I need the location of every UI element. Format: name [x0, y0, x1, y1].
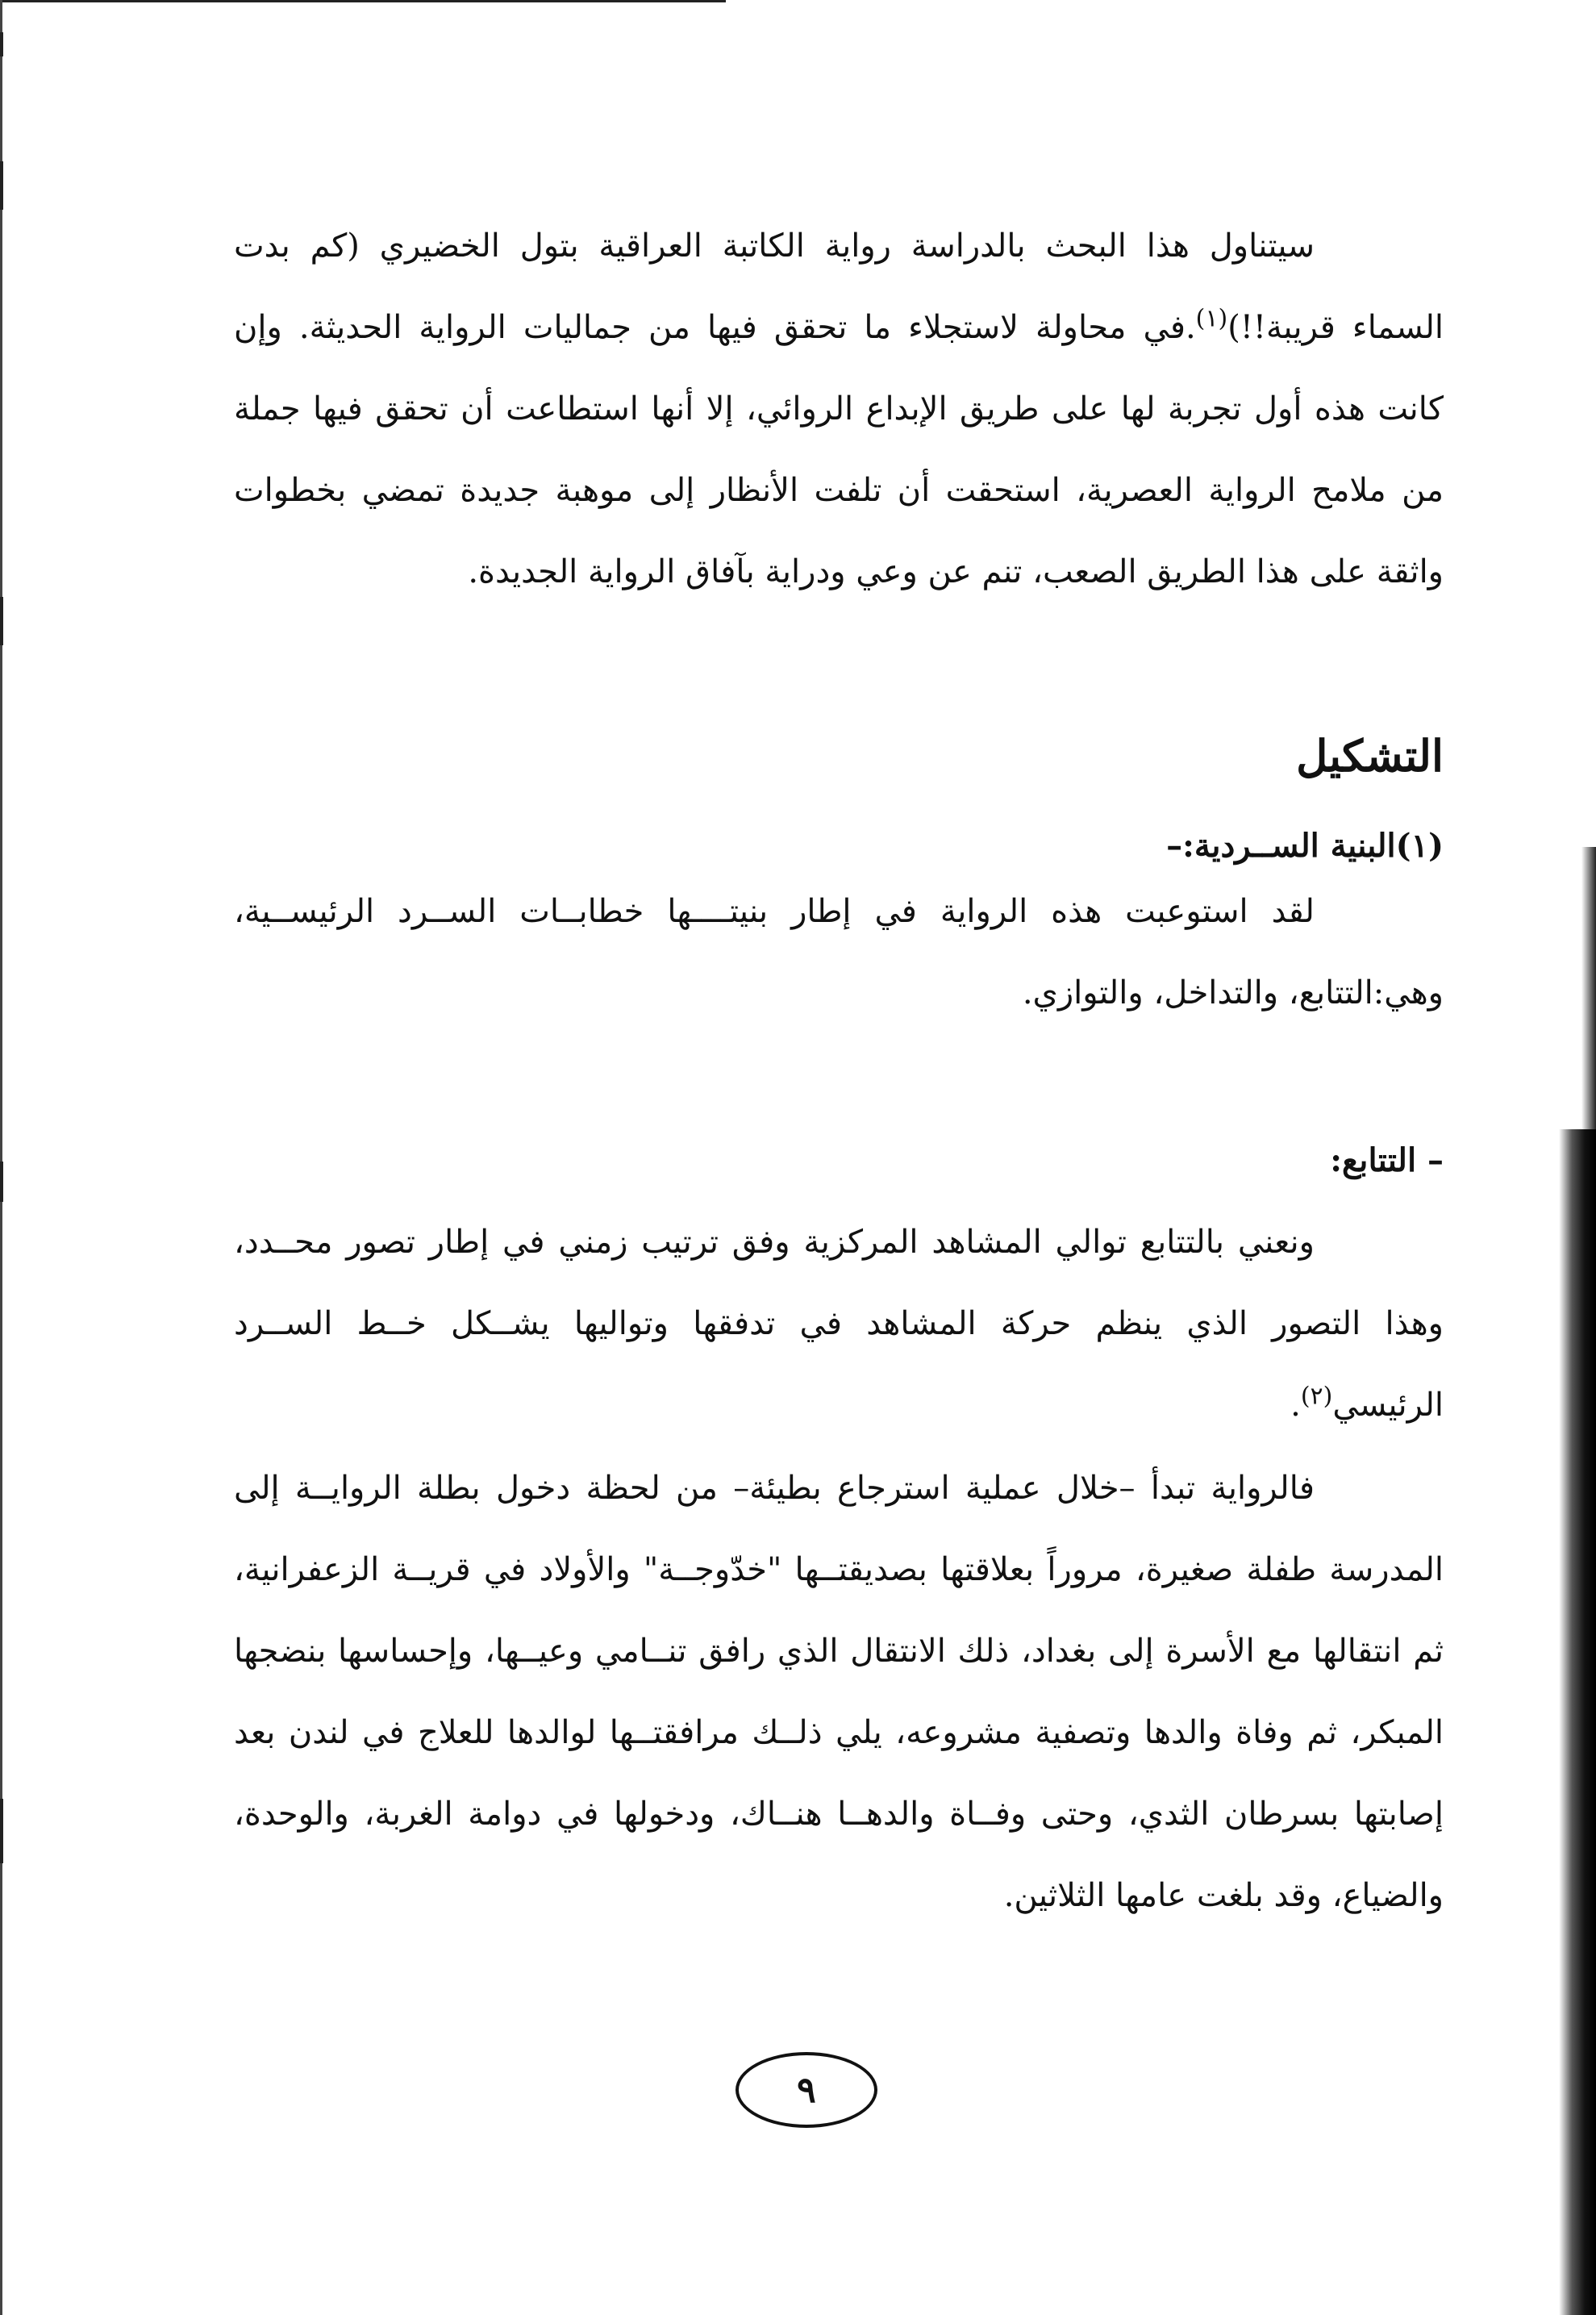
scan-shadow — [1559, 1129, 1596, 2315]
section-title: التشكيل — [1296, 730, 1444, 782]
sequence-text-end: . — [1290, 1387, 1301, 1424]
footnote-ref: (٢) — [1300, 1382, 1333, 1411]
structure-paragraph: لقد استوعبت هذه الرواية في إطار بنيتــــها خطابــات الســرد الرئيســية، وهي:التتابع، والتداخل، والتوازي. — [234, 893, 1444, 1012]
scan-edge-left — [0, 0, 2, 2315]
subsection-title: – التتابع: — [1330, 1141, 1444, 1179]
scan-mark — [0, 1799, 3, 1863]
scan-mark — [0, 32, 3, 56]
intro-text-rest: .في محاولة لاستجلاء ما تحقق فيها من جماليات الرواية الحديثة. وإن كانت هذه أول تجربة لها على طريق الإبداع الروائي، إلا أنها استطاعت أن تحقق فيها جملة من ملامح الرواية العصرية، استحقت أن تلفت الأنظار إلى موهبة جديدة تمضي بخطوات واثقة على هذا الطريق الصعب، تنم عن وعي ودراية بآفاق الرواية الجديدة. — [234, 309, 1444, 590]
footnote-ref: (١) — [1195, 304, 1228, 333]
sequence-paragraph — [234, 1202, 1444, 1446]
intro-paragraph — [234, 206, 1444, 613]
scan-mark — [0, 597, 3, 645]
scan-mark — [0, 1162, 3, 1202]
page-number: ٩ — [735, 2052, 877, 2128]
scan-edge-top — [0, 0, 726, 2]
scan-mark — [0, 161, 3, 210]
scan-shadow — [1581, 847, 1596, 1129]
section-subtitle: (١)البنية الســردية:– — [1166, 827, 1444, 865]
narrative-paragraph: فالرواية تبدأ –خلال عملية استرجاع بطيئة– من لحظة دخول بطلة الروايــة إلى المدرسة طفلة صغيرة، مروراً بعلاقتها بصديقتــها "خدّوجــة" والأولاد في قريــة الزعفرانية، ثم انتقالها مع الأسرة إلى بغداد، ذلك الانتقال الذي رافق تنــامي وعيــها، وإحساسها بنضجها المبكر، ثم وفاة والدها وتصفية مشروعه، يلي ذلــك مرافقتــها لوالدها للعلاج في لندن بعد إصابتها بسرطان الثدي، وحتى وفــاة والدهــا هنــاك، ودخولها في دوامة الغربة، والوحدة، والضياع، وقد بلغت عامها الثلاثين. — [234, 1470, 1444, 1914]
intro-text-start: سيتناول هذا البحث بالدراسة رواية الكاتبة العراقية بتول الخضيري (كم بدت السماء قريبة!!) — [234, 227, 1444, 346]
sequence-text: ونعني بالتتابع توالي المشاهد المركزية وفق ترتيب زمني في إطار تصور محــدد، وهذا التصور الذي ينظم حركة المشاهد في تدفقها وتواليها يشــكل خــط الســرد الرئيسي — [234, 1224, 1444, 1424]
